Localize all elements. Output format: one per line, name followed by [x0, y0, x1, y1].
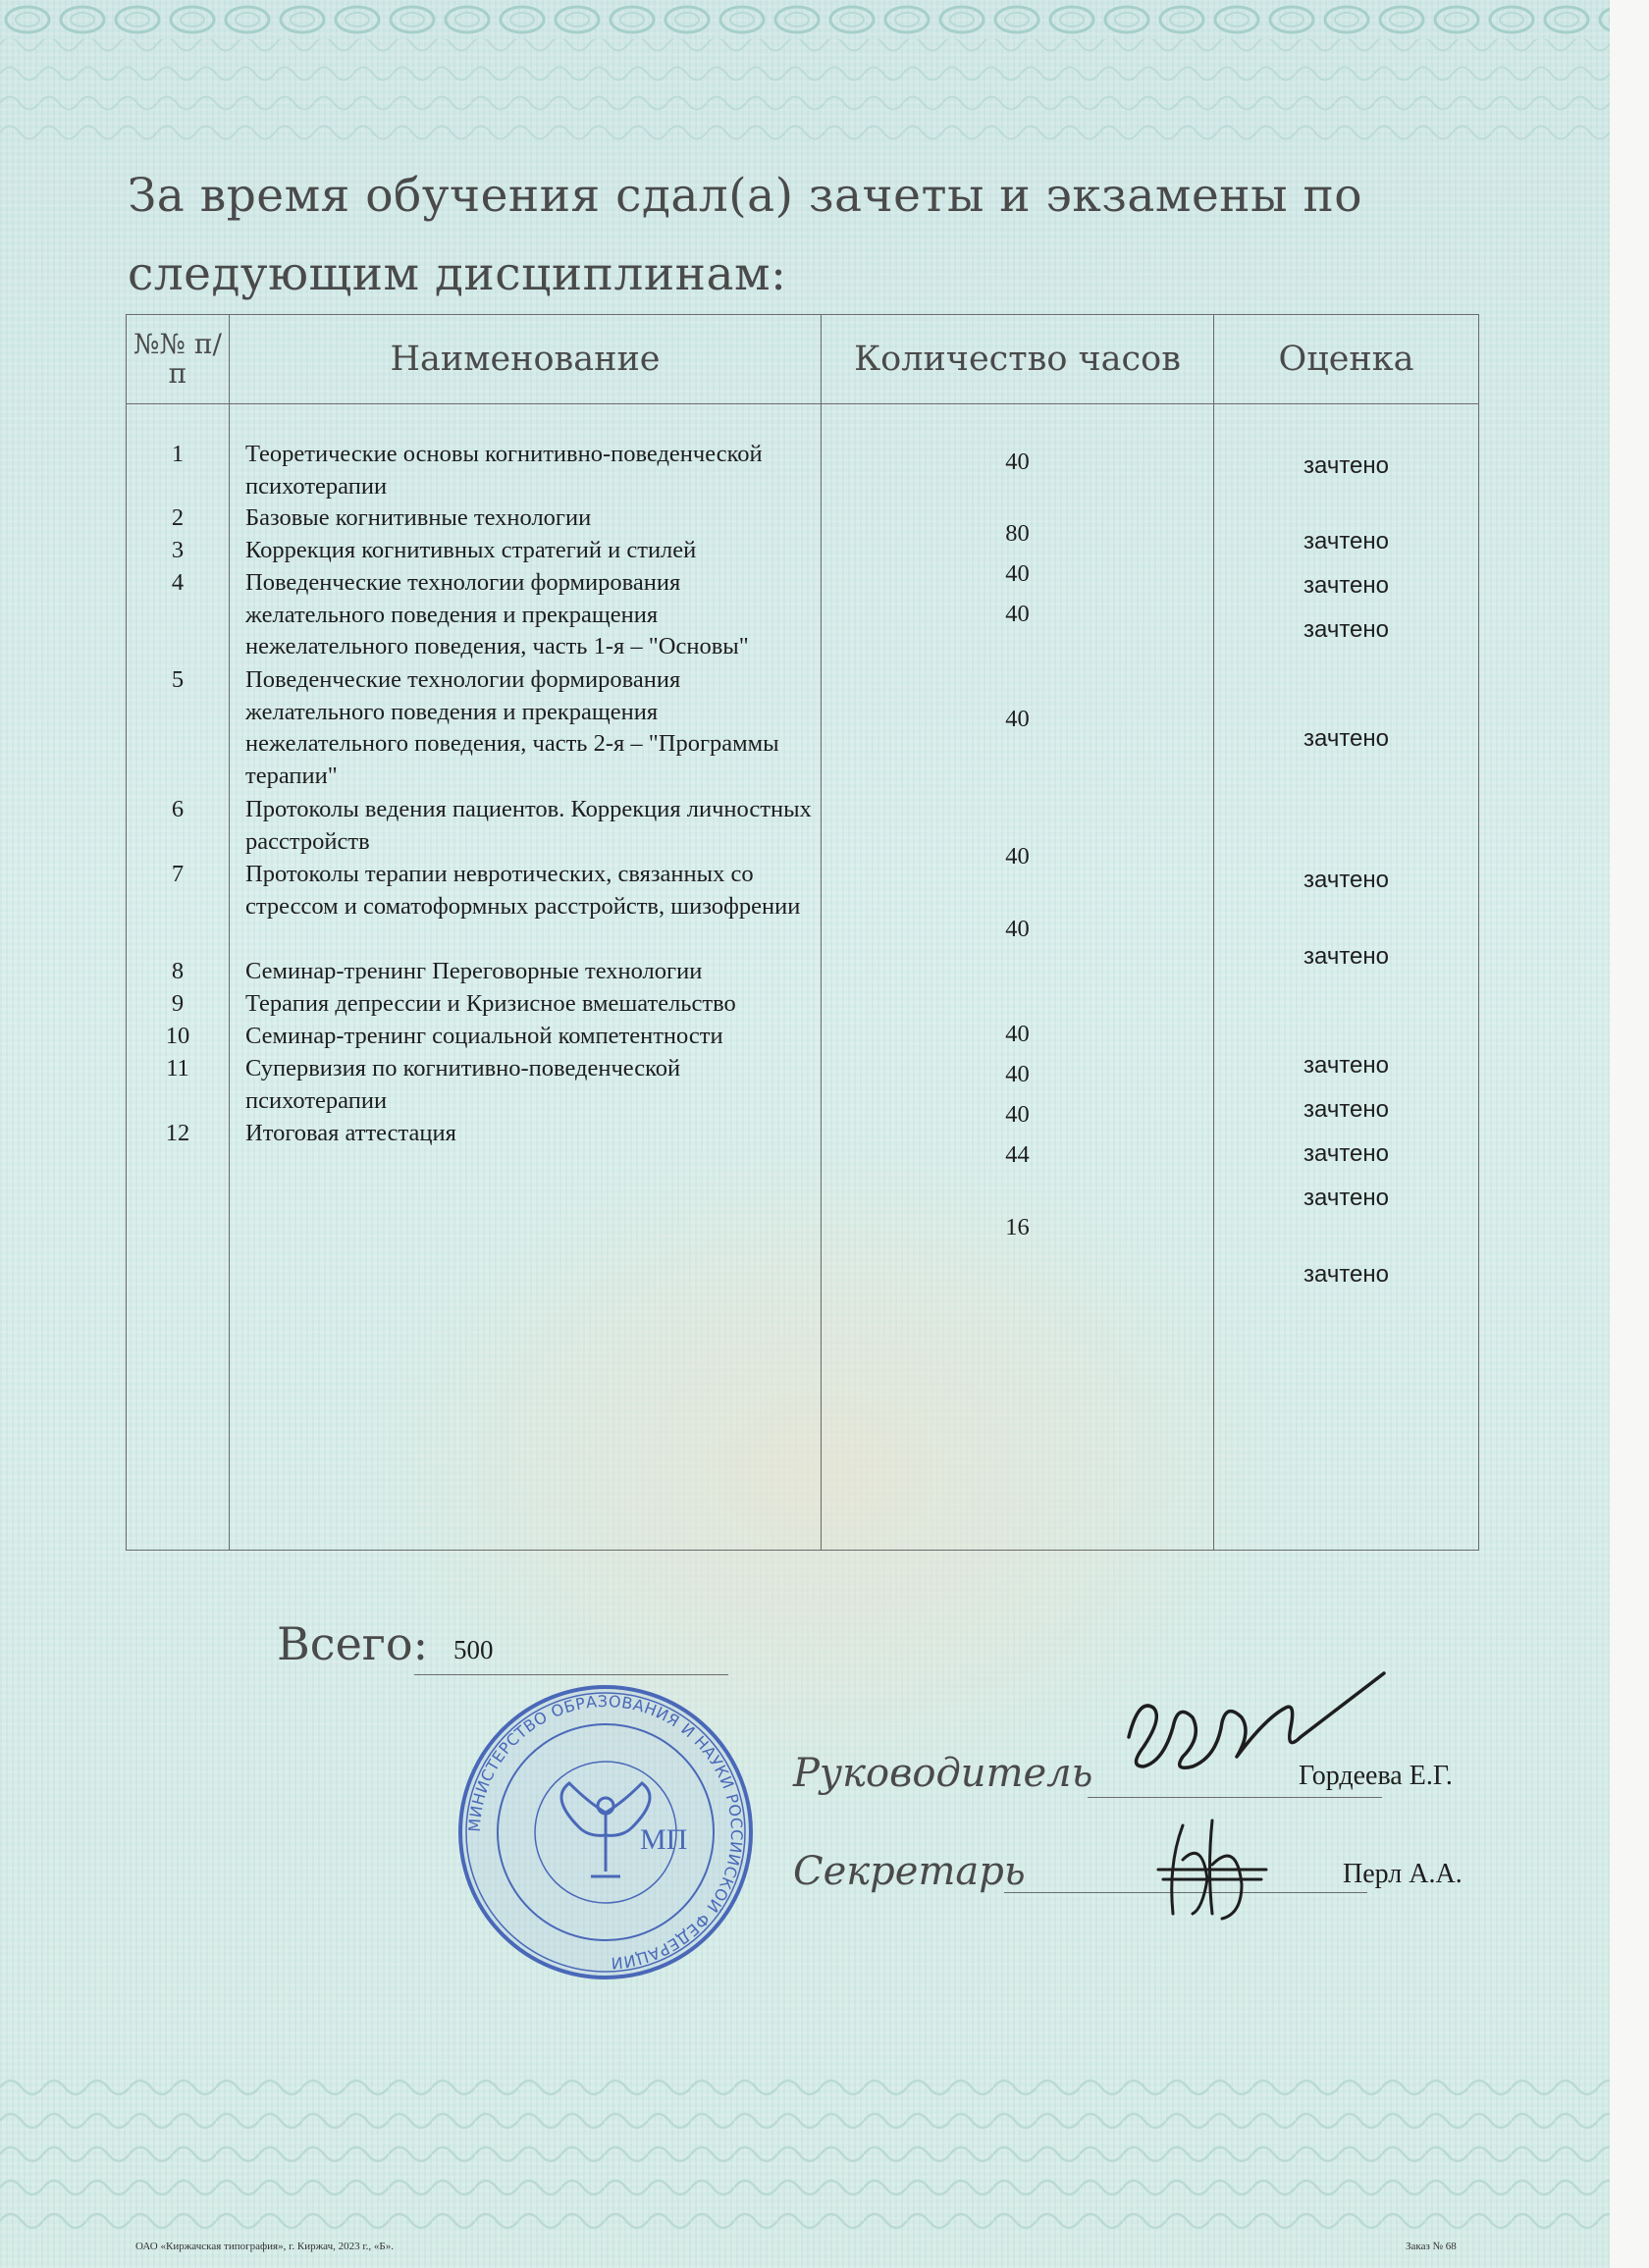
- director-name: Гордеева Е.Г.: [1299, 1761, 1453, 1791]
- discipline-grade: зачтено: [1303, 616, 1389, 643]
- discipline-name: Супервизия по когнитивно-поведенческой психотерапии: [245, 1055, 681, 1114]
- total-value: 500: [453, 1635, 494, 1664]
- discipline-name: Поведенческие технологии формирования желательного поведения и прекращения нежелательного поведения, часть 1-я – "Основы": [245, 569, 749, 659]
- discipline-name: Терапия депрессии и Кризисное вмешательство: [245, 990, 736, 1017]
- director-label: Руководитель: [793, 1751, 1093, 1796]
- row-number: 8: [171, 958, 185, 984]
- discipline-grade: зачтено: [1303, 1261, 1389, 1288]
- row-number: 12: [165, 1120, 190, 1146]
- row-number: 9: [171, 990, 185, 1017]
- discipline-hours: 40: [1005, 1021, 1030, 1047]
- discipline-hours: 40: [1005, 1101, 1030, 1128]
- grade-column: [1214, 404, 1479, 1551]
- discipline-hours: 40: [1005, 706, 1030, 732]
- discipline-hours: 40: [1005, 601, 1030, 627]
- decorative-border-top: [0, 0, 1610, 147]
- row-number: 2: [171, 504, 185, 531]
- discipline-grade: зачтено: [1303, 1140, 1389, 1167]
- grades-table: [126, 314, 1479, 1551]
- discipline-grade: зачтено: [1303, 1185, 1389, 1211]
- header-hours: Количество часов: [822, 315, 1214, 404]
- total-underline: [414, 1674, 728, 1675]
- discipline-hours: 16: [1005, 1214, 1030, 1240]
- discipline-name: Протоколы терапии невротических, связанных со стрессом и соматоформных расстройств, шизофрении: [245, 861, 801, 920]
- discipline-hours: 40: [1005, 1061, 1030, 1087]
- header-grade: Оценка: [1214, 315, 1479, 404]
- discipline-hours: 40: [1005, 843, 1030, 870]
- official-stamp: [453, 1680, 758, 1984]
- discipline-grade: зачтено: [1303, 572, 1389, 599]
- discipline-hours: 40: [1005, 916, 1030, 942]
- row-number: 11: [166, 1055, 189, 1081]
- director-signature: [1109, 1668, 1404, 1796]
- discipline-name: Базовые когнитивные технологии: [245, 504, 592, 531]
- discipline-grade: зачтено: [1303, 725, 1389, 752]
- table-header-row: [127, 315, 1479, 404]
- total-hours: [277, 1617, 728, 1676]
- discipline-name: Итоговая аттестация: [245, 1120, 456, 1146]
- row-number: 10: [165, 1023, 190, 1049]
- row-number: 5: [171, 666, 185, 693]
- director-signature-line: [1088, 1797, 1382, 1798]
- secretary-name: Перл А.А.: [1343, 1859, 1463, 1889]
- discipline-name: Теоретические основы когнитивно-поведенческой психотерапии: [245, 441, 763, 500]
- discipline-hours: 40: [1005, 448, 1030, 475]
- signature-secretary: [793, 1849, 1500, 1908]
- discipline-name: Протоколы ведения пациентов. Коррекция личностных расстройств: [245, 796, 812, 855]
- row-number: 4: [171, 569, 185, 596]
- total-label: Всего:: [277, 1617, 429, 1670]
- decorative-border-bottom: [0, 2071, 1610, 2238]
- secretary-label: Секретарь: [793, 1849, 1026, 1894]
- discipline-name: Поведенческие технологии формирования желательного поведения и прекращения нежелательного поведения, часть 2-я – "Программы терапии": [245, 666, 779, 789]
- table-body: [127, 404, 1479, 1551]
- discipline-name: Семинар-тренинг Переговорные технологии: [245, 958, 703, 984]
- header-name: Наименование: [230, 315, 822, 404]
- name-column: [230, 404, 822, 1551]
- row-number: 1: [171, 441, 185, 467]
- discipline-grade: зачтено: [1303, 452, 1389, 479]
- page-heading: За время обучения сдал(а) зачеты и экзамены по следующим дисциплинам:: [128, 169, 1363, 301]
- footer-printer: ОАО «Киржачская типография», г. Киржач, 2023 г., «Б».: [135, 2241, 394, 2252]
- discipline-name: Семинар-тренинг социальной компетентности: [245, 1023, 723, 1049]
- hours-column: [822, 404, 1214, 1551]
- row-number: 6: [171, 796, 185, 822]
- header-number: №№ п/п: [127, 315, 230, 404]
- discipline-grade: зачтено: [1303, 1096, 1389, 1123]
- discipline-hours: 80: [1005, 520, 1030, 547]
- discipline-grade: зачтено: [1303, 943, 1389, 970]
- discipline-hours: 44: [1005, 1141, 1030, 1168]
- discipline-name: Коррекция когнитивных стратегий и стилей: [245, 537, 697, 563]
- svg-text:МП: МП: [640, 1823, 688, 1856]
- discipline-grade: зачтено: [1303, 867, 1389, 893]
- discipline-hours: 40: [1005, 560, 1030, 587]
- secretary-signature: [1153, 1811, 1271, 1928]
- row-number: 7: [171, 861, 185, 887]
- discipline-grade: зачтено: [1303, 528, 1389, 554]
- number-column: [127, 404, 230, 1551]
- footer-order: Заказ № 68: [1406, 2241, 1457, 2252]
- page-right-margin: [1610, 0, 1649, 2268]
- svg-text:МИНИСТЕРСТВО ОБРАЗОВАНИЯ И НАУ: МИНИСТЕРСТВО ОБРАЗОВАНИЯ И НАУКИ РОССИЙСКОЙ ФЕДЕРАЦИИ: [464, 1691, 747, 1974]
- row-number: 3: [171, 537, 185, 563]
- discipline-grade: зачтено: [1303, 1052, 1389, 1079]
